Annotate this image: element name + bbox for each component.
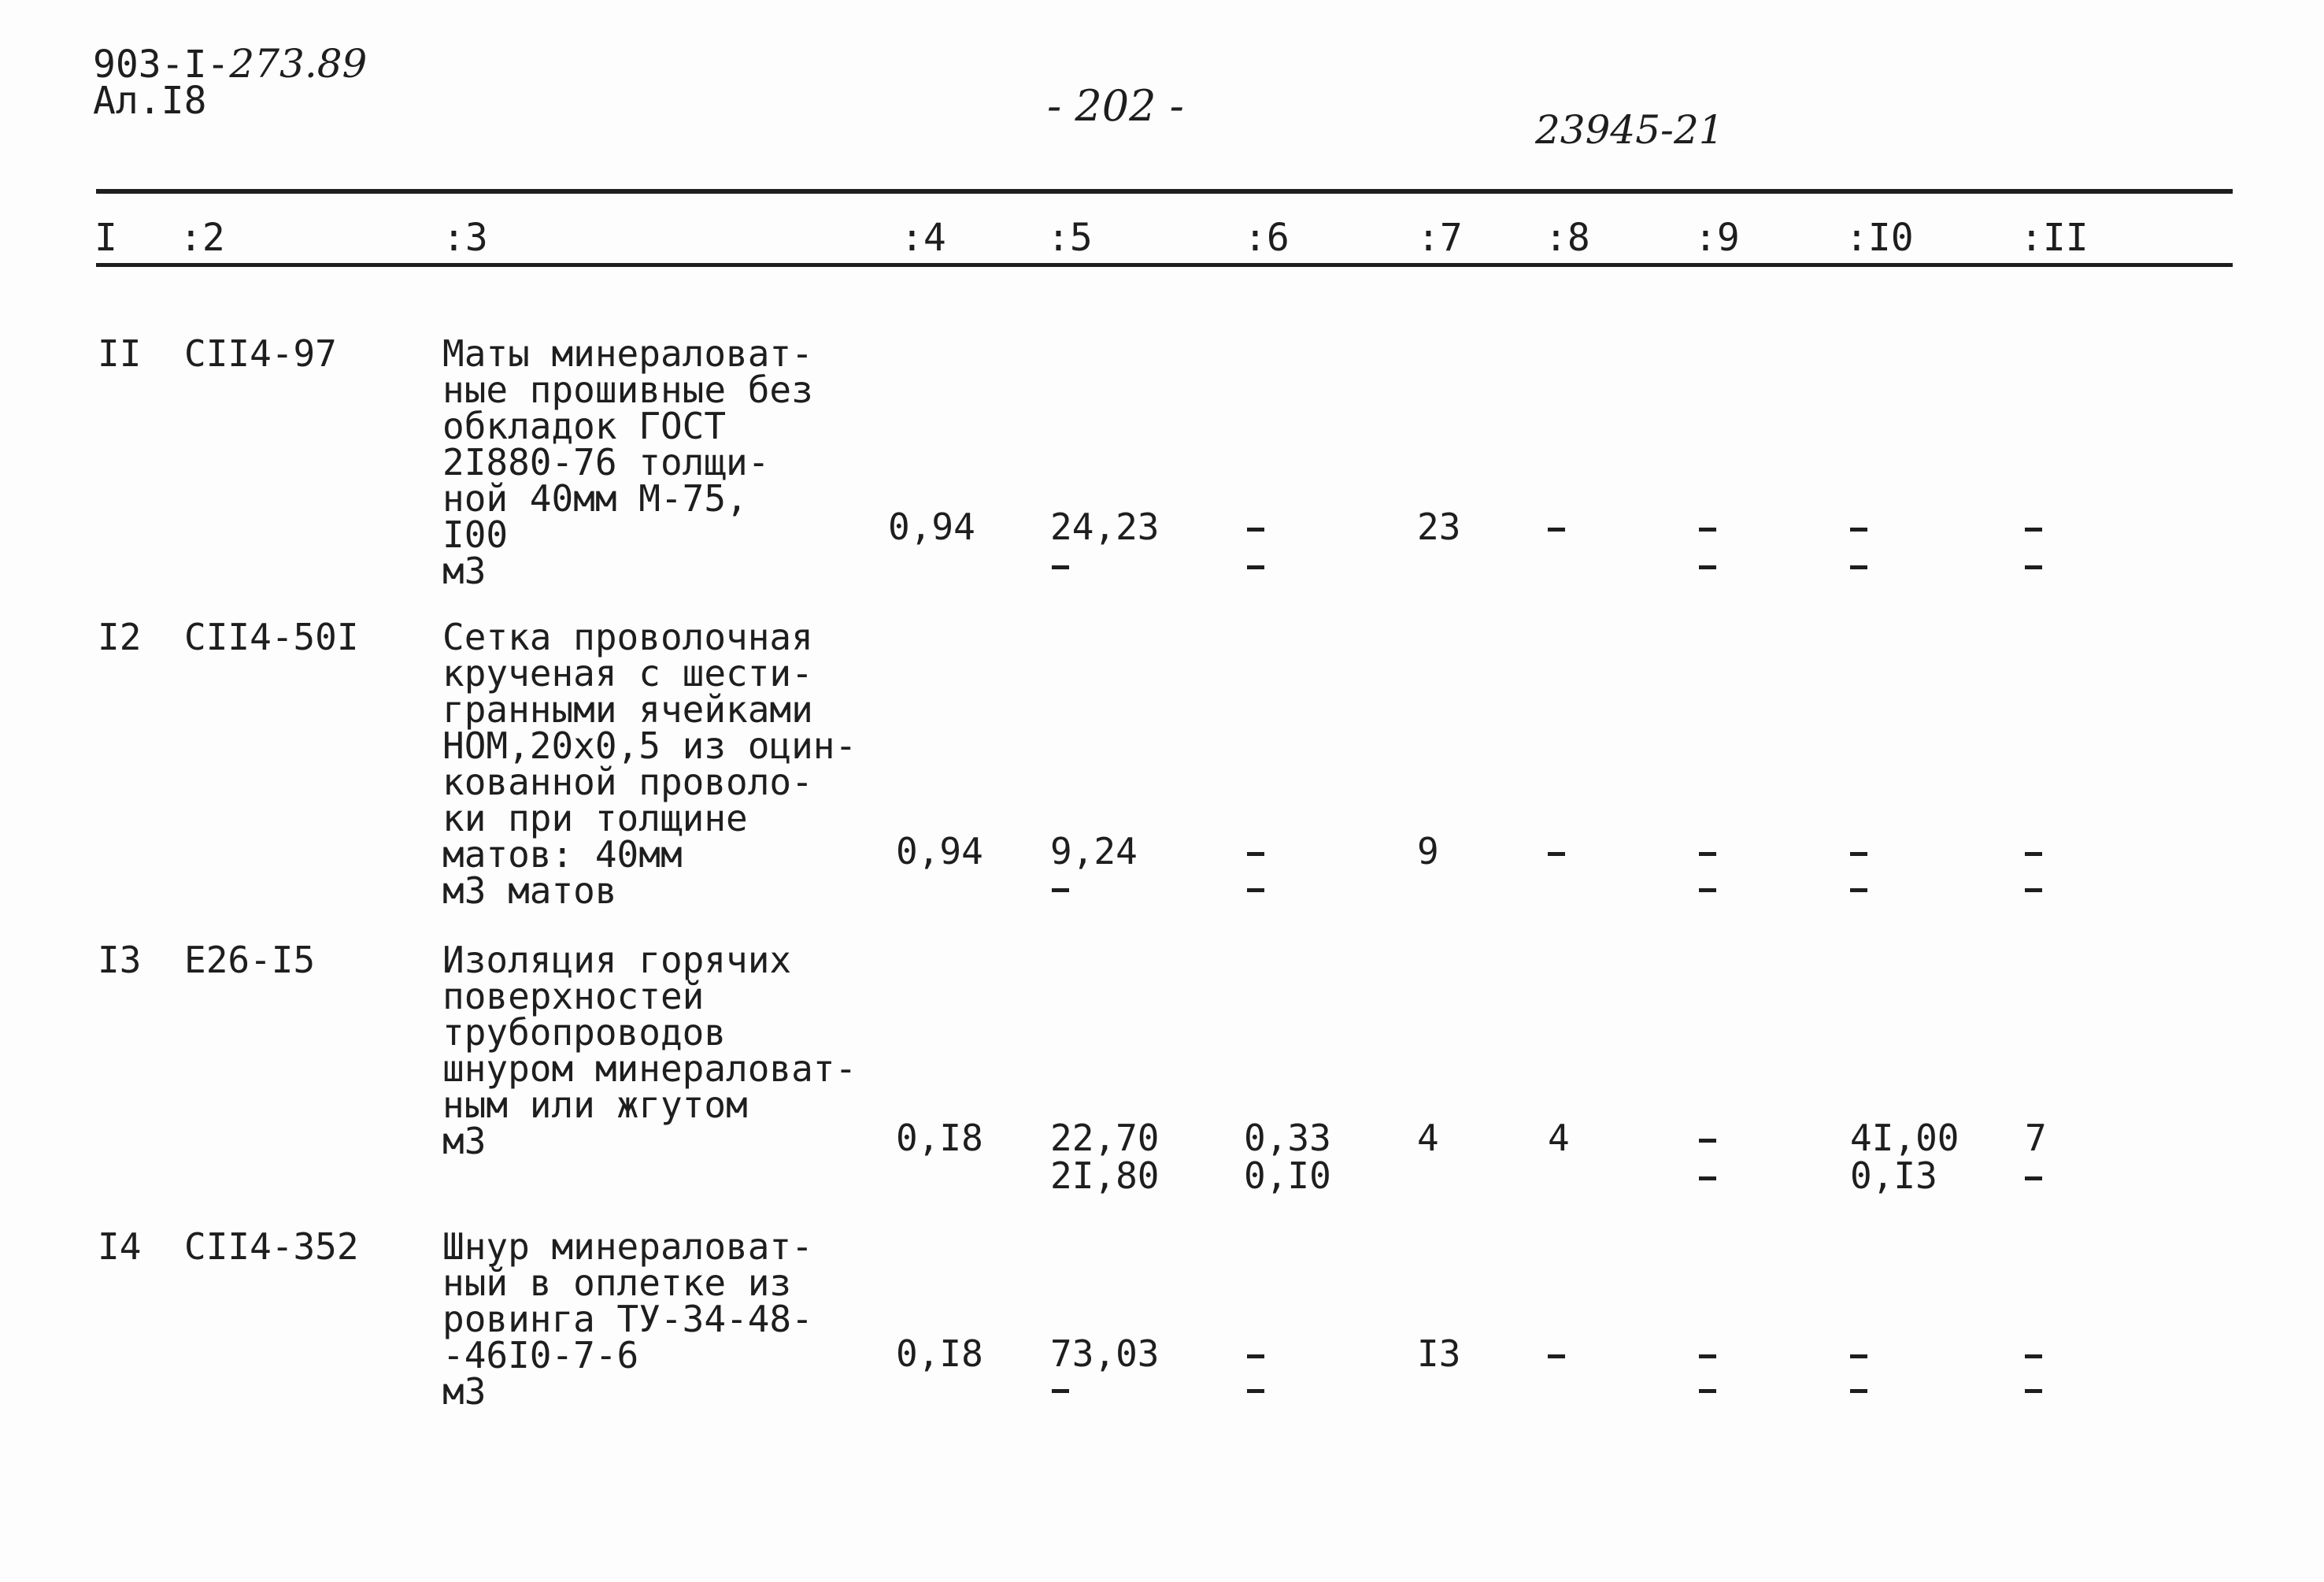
cell-c7: 23 [1417, 506, 1461, 548]
dash-mark [1699, 1176, 1716, 1180]
row-description: Маты минераловат- ные прошивные без обкладок ГОСТ 2I880-76 толщи- ной 40мм М-75, I00 м3 [442, 332, 813, 592]
top-rule [96, 189, 2233, 194]
row-number: I2 [98, 616, 142, 658]
dash-mark [1548, 1354, 1565, 1358]
page-number: - 202 - [1047, 81, 1184, 131]
cell-c7: 9 [1417, 830, 1439, 873]
dash-mark [1247, 852, 1264, 856]
dash-mark [2025, 528, 2042, 532]
dash-mark [1699, 1139, 1716, 1143]
col-header-10: :I0 [1845, 216, 1914, 260]
col-header-2: :2 [179, 216, 225, 260]
cell-c11: 7 [2025, 1117, 2047, 1159]
dash-mark [1850, 852, 1867, 856]
row-number: II [98, 332, 142, 375]
dash-mark [2025, 888, 2042, 892]
dash-mark [2025, 1176, 2042, 1180]
cell-c8: 4 [1548, 1117, 1570, 1159]
dash-mark [1850, 1354, 1867, 1358]
header-bottom-rule [96, 263, 2233, 267]
dash-mark [2025, 852, 2042, 856]
dash-mark [1699, 888, 1716, 892]
row-description: Сетка проволочная крученая с шести- гранными ячейками НОМ,20х0,5 из оцин- кованной проволо- ки при толщине матов: 40мм м3 матов [442, 616, 857, 912]
dash-mark [1850, 528, 1867, 532]
dash-mark [1699, 1354, 1716, 1358]
dash-mark [1850, 888, 1867, 892]
doc-prefix: 903-I- [93, 43, 230, 87]
row-number: I3 [98, 939, 142, 981]
doc-number-handwritten: 273.89 [229, 41, 368, 87]
dash-mark [1052, 1389, 1069, 1393]
col-header-5: :5 [1047, 216, 1093, 260]
cell-c6-bottom: 0,I0 [1244, 1154, 1331, 1197]
dash-mark [1699, 528, 1716, 532]
row-description: Шнур минераловат- ный в оплетке из ровинга ТУ-34-48- -46I0-7-6 м3 [442, 1225, 813, 1413]
col-header-7: :7 [1417, 216, 1463, 260]
col-header-1: I [94, 216, 117, 260]
row-code: CII4-352 [184, 1225, 359, 1268]
dash-mark [2025, 565, 2042, 569]
doc-code [93, 41, 368, 87]
row-code: CII4-97 [184, 332, 337, 375]
cell-c4: 0,94 [896, 830, 983, 873]
cell-c5-top: 22,70 [1050, 1117, 1160, 1159]
col-header-9: :9 [1694, 216, 1740, 260]
cell-c6-top: 0,33 [1244, 1117, 1331, 1159]
col-header-11: :II [2020, 216, 2089, 260]
dash-mark [1699, 852, 1716, 856]
dash-mark [1247, 565, 1264, 569]
dash-mark [2025, 1354, 2042, 1358]
dash-mark [1052, 565, 1069, 569]
dash-mark [1850, 565, 1867, 569]
dash-mark [1548, 852, 1565, 856]
row-description: Изоляция горячих поверхностей трубопроводов шнуром минераловат- ным или жгутом м3 [442, 939, 857, 1162]
album-label: Ал.I8 [93, 79, 207, 123]
dash-mark [1548, 528, 1565, 532]
dash-mark [1247, 1389, 1264, 1393]
cell-c7: 4 [1417, 1117, 1439, 1159]
dash-mark [1699, 1389, 1716, 1393]
dash-mark [1850, 1389, 1867, 1393]
col-header-4: :4 [901, 216, 946, 260]
cell-c5: 9,24 [1050, 830, 1138, 873]
cell-c5: 24,23 [1050, 506, 1160, 548]
dash-mark [2025, 1389, 2042, 1393]
dash-mark [1247, 888, 1264, 892]
cell-c4: 0,I8 [896, 1332, 983, 1375]
cell-c4: 0,I8 [896, 1117, 983, 1159]
col-header-8: :8 [1545, 216, 1590, 260]
cell-c10-bottom: 0,I3 [1850, 1154, 1937, 1197]
cell-c10-top: 4I,00 [1850, 1117, 1959, 1159]
row-code: CII4-50I [184, 616, 359, 658]
col-header-6: :6 [1244, 216, 1290, 260]
row-number: I4 [98, 1225, 142, 1268]
dash-mark [1699, 565, 1716, 569]
cell-c5: 73,03 [1050, 1332, 1160, 1375]
cell-c4: 0,94 [888, 506, 975, 548]
cell-c7: I3 [1417, 1332, 1461, 1375]
cell-c5-bottom: 2I,80 [1050, 1154, 1160, 1197]
dash-mark [1052, 888, 1069, 892]
dash-mark [1247, 528, 1264, 532]
dash-mark [1247, 1354, 1264, 1358]
row-code: E26-I5 [184, 939, 316, 981]
stamp-number: 23945-21 [1535, 107, 1724, 153]
col-header-3: :3 [442, 216, 488, 260]
